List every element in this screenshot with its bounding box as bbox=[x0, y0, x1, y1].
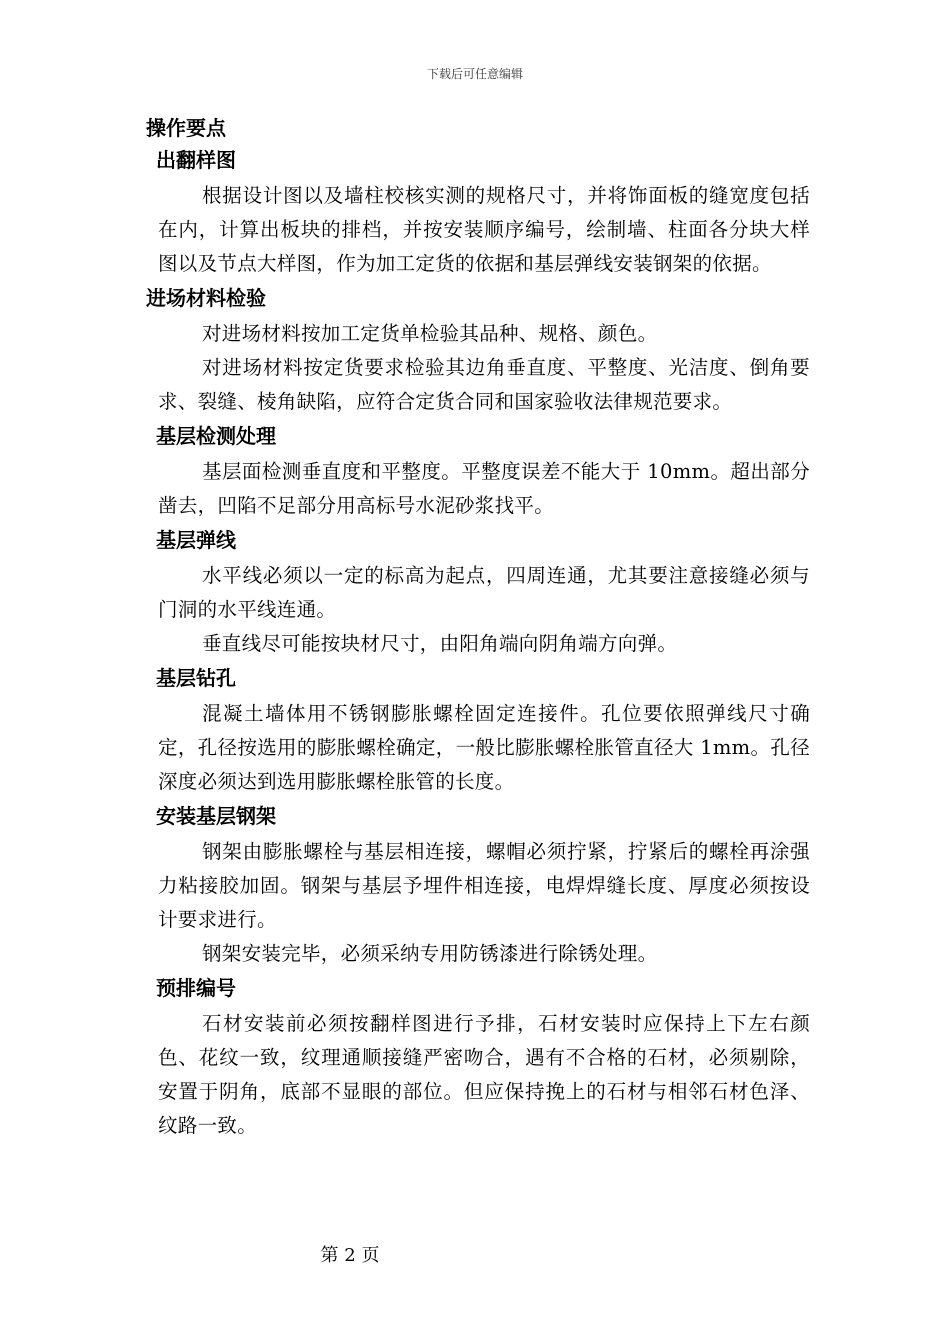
section-paragraph: 水平线必须以一定的标高为起点，四周连通，尤其要注意接缝必须与门洞的水平线连通。 bbox=[158, 564, 810, 621]
section-base-marking bbox=[146, 525, 810, 661]
section-heading: 基层弹线 bbox=[156, 528, 236, 552]
section-paragraph: 钢架安装完毕，必须采纳专用防锈漆进行除锈处理。 bbox=[202, 942, 658, 965]
section-paragraph: 垂直线尽可能按块材尺寸，由阳角端向阴角端方向弹。 bbox=[202, 632, 678, 655]
section-paragraph: 混凝土墙体用不锈钢膨胀螺栓固定连接件。孔位要依照弹线尺寸确定，孔径按选用的膨胀螺栓确定，一般比膨胀螺栓胀管直径大 1mm。孔径深度必须达到选用膨胀螺栓胀管的长度。 bbox=[158, 702, 810, 793]
section-paragraph: 根据设计图以及墙柱校核实测的规格尺寸，并将饰面板的缝宽度包括在内，计算出板块的排档，并按安装顺序编号，绘制墙、柱面各分块大样图以及节点大样图，作为加工定货的依据和基层弹线安装钢架的依据。 bbox=[158, 184, 810, 275]
section-pre-numbering bbox=[146, 973, 810, 1143]
section-material-inspection bbox=[146, 283, 810, 419]
section-base-inspection bbox=[146, 421, 810, 523]
section-heading: 进场材料检验 bbox=[146, 286, 266, 310]
section-paragraph: 石材安装前必须按翻样图进行予排，石材安装时应保持上下左右颜色、花纹一致，纹理通顺接缝严密吻合，遇有不合格的石材，必须剔除，安置于阴角，底部不显眼的部位。但应保持挽上的石材与相邻石材色泽、纹路一致。 bbox=[158, 1012, 810, 1137]
header-note: 下载后可任意编辑 bbox=[426, 67, 523, 81]
section-heading: 安装基层钢架 bbox=[156, 804, 276, 828]
page-number: 第 2 页 bbox=[320, 1245, 380, 1266]
section-paragraph: 钢架由膨胀螺栓与基层相连接，螺帽必须拧紧，拧紧后的螺栓再涂强力粘接胶加固。钢架与基层予埋件相连接，电焊焊缝长度、厚度必须按设计要求进行。 bbox=[158, 840, 810, 931]
section-paragraph: 对进场材料按定货要求检验其边角垂直度、平整度、光洁度、倒角要求、裂缝、棱角缺陷，应符合定货合同和国家验收法律规范要求。 bbox=[158, 356, 810, 413]
section-paragraph: 对进场材料按加工定货单检验其品种、规格、颜色。 bbox=[202, 322, 658, 345]
section-heading: 出翻样图 bbox=[156, 148, 236, 172]
section-drawing bbox=[146, 145, 810, 281]
section-base-drilling bbox=[146, 663, 810, 799]
section-paragraph: 基层面检测垂直度和平整度。平整度误差不能大于 10mm。超出部分凿去，凹陷不足部分用高标号水泥砂浆找平。 bbox=[158, 460, 810, 517]
document-title: 操作要点 bbox=[146, 116, 226, 140]
section-heading: 基层钻孔 bbox=[156, 666, 236, 690]
document-body bbox=[146, 113, 810, 1143]
section-steel-frame bbox=[146, 801, 810, 971]
section-heading: 基层检测处理 bbox=[156, 424, 276, 448]
section-heading: 预排编号 bbox=[156, 976, 236, 1000]
